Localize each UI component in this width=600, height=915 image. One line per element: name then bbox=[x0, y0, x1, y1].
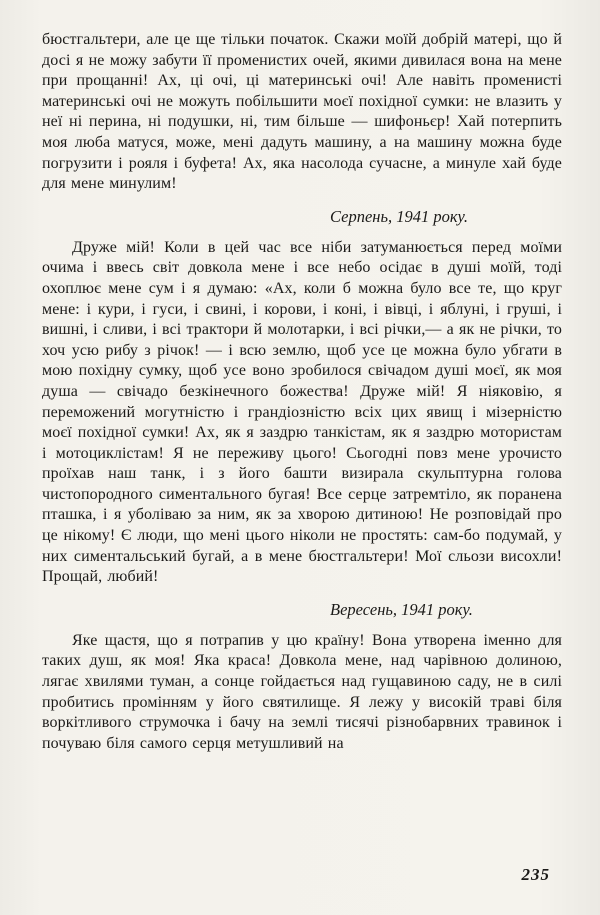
paragraph-continuation: бюстгальтери, але це ще тільки початок. Скажи моїй добрій матері, що й досі я не можу забути її променистих очей, якими дивилася вона на мене при прощанні! Ах, ці очі, ці материнські очі! Але навіть променисті материнські очі не можуть побільшити моєї похідної сумки: не влазить у неї ні перина, ні подушки, ні, тим більше — шифоньєр! Хай потерпить моя люба матуся, може, мені дадуть машину, а на машину можна буде погрузити і рояля і буфета! Ах, яка насолода сучасне, а минуле хай буде для мене минулим! bbox=[42, 31, 562, 193]
paragraph-august-entry: Друже мій! Коли в цей час все ніби затуманюється перед моїми очима і ввесь світ довкола мене і все небо осідає в душі моїй, тоді охоплює мене сум і я думаю: «Ах, коли б можна було все те, що круг мене: і кури, і гуси, і свині, і корови, і коні, і вівці, і яблуні, і груші, і вишні, і сливи, і всі трактори й молотарки, і всі річки,— а як не річки, то хоч усю рибу з річок! — і всю землю, щоб усе це можна було убгати в мою похідну сумку, щоб усе воно зробилося свічадом душі моєї, як моя душа — свічадо безкінечного божества! Друже мій! Я ніяковію, я переможений могутністю і грандіозністю всіх цих явищ і мізерністю моєї похідної сумки! Ах, як я заздрю танкістам, як я заздрю мотористам і мотоциклістам! Я не переживу цього! Сьогодні повз мене урочисто проїхав наш танк, і з його башти визирала скульптурна голова чистопородного симентального бугая! Все серце затремтіло, як поранена пташка, і я уболіваю за ним, як за хворою дитиною! Не розповідай про це нікому! Є люди, що мені цього ніколи не простять: сам-бо подумай, у них симентальський бугай, а в мене бюстгальтери! Мої сльози висохли! Прощай, любий! bbox=[42, 238, 562, 586]
date-heading-september: Вересень, 1941 року. bbox=[330, 599, 473, 619]
paragraph-september-entry: Яке щастя, що я потрапив у цю країну! Вона утворена іменно для таких душ, як моя! Яка краса! Довкола мене, над чарівною долиною, лягає хвилями туман, а сонце гойдається над гущавиною саду, не в силі пробитись промінням у його святилище. Я лежу у високій траві біля воркітливого струмочка і бачу на землі тисячі різнобарвних травинок і почуваю біля самого серця метушливий на bbox=[42, 631, 562, 752]
page-number: 235 bbox=[521, 865, 550, 884]
date-heading-august: Серпень, 1941 року. bbox=[330, 206, 468, 226]
